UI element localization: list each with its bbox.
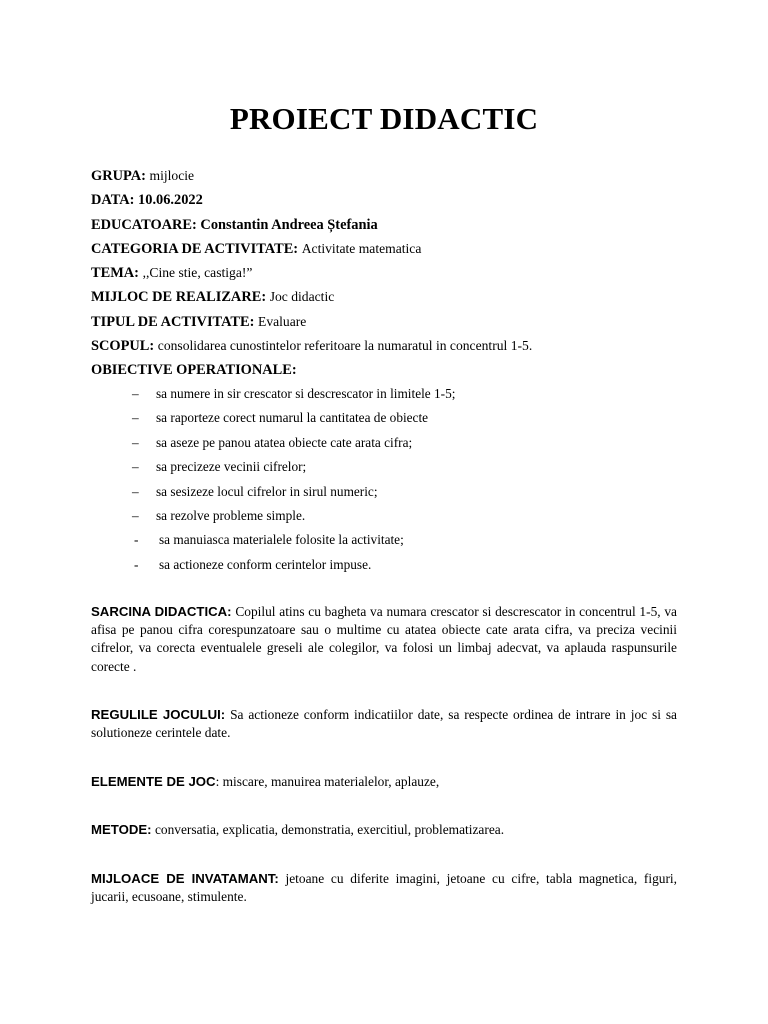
info-label: TEMA: xyxy=(91,265,139,282)
info-value: Activitate matematica xyxy=(301,240,422,256)
info-label: GRUPA: xyxy=(91,168,146,184)
info-value: Evaluare xyxy=(258,313,307,329)
info-row-data xyxy=(91,188,681,212)
info-value: Joc didactic xyxy=(269,289,335,305)
sarcina-label: SARCINA DIDACTICA: xyxy=(91,604,232,619)
dash-bullet: – xyxy=(132,507,139,523)
dash-bullet: – xyxy=(132,434,139,450)
info-row-tema xyxy=(91,261,681,285)
section-heading: OBIECTIVE OPERATIONALE: xyxy=(91,362,297,379)
list-item xyxy=(91,504,691,528)
objective-text: sa sesizeze locul cifrelor in sirul numeric; xyxy=(156,483,378,499)
metode-text: conversatia, explicatia, demonstratia, exercitiul, problematizarea. xyxy=(154,822,505,837)
info-value: Constantin Andreea Ștefania xyxy=(200,216,378,233)
mijloace-label: MIJLOACE DE INVATAMANT: xyxy=(91,871,279,886)
list-item xyxy=(91,406,691,430)
info-value: consolidarea cunostintelor referitoare la numaratul in concentrul 1-5. xyxy=(157,338,533,354)
list-item xyxy=(91,553,691,577)
info-label: EDUCATOARE: xyxy=(91,216,197,233)
objective-text: sa raporteze corect numarul la cantitatea de obiecte xyxy=(156,410,429,426)
list-item xyxy=(91,455,691,479)
info-value: mijlocie xyxy=(149,168,195,183)
metode-label: METODE: xyxy=(91,822,152,837)
elemente-label: ELEMENTE DE JOC xyxy=(91,774,216,789)
dash-bullet: – xyxy=(132,459,139,475)
info-block xyxy=(91,164,681,383)
dash-bullet: – xyxy=(132,386,139,401)
objective-text: sa numere in sir crescator si descrescator in limitele 1-5; xyxy=(156,386,456,401)
info-label: DATA: xyxy=(91,192,135,209)
objective-text: sa aseze pe panou atatea obiecte cate arata cifra; xyxy=(156,434,413,450)
info-label: SCOPUL: xyxy=(91,338,155,355)
sarcina-paragraph xyxy=(91,603,677,676)
info-label: CATEGORIA DE ACTIVITATE: xyxy=(91,240,299,257)
reguli-label: REGULILE JOCULUI: xyxy=(91,707,226,722)
elemente-paragraph xyxy=(91,773,677,791)
info-value: ,,Cine stie, castiga!” xyxy=(142,265,253,281)
list-item xyxy=(91,480,691,504)
objectives-list xyxy=(91,382,691,577)
document-title: PROIECT DIDACTIC xyxy=(229,101,539,136)
hyphen-bullet: - xyxy=(134,532,139,548)
reguli-text: Sa actioneze conform indicatiilor date, sa respecte ordinea de intrare in joc si sa solutioneze cerintele date. xyxy=(91,707,677,741)
info-row-tipul xyxy=(91,310,681,334)
mijloace-text: jetoane cu diferite imagini, jetoane cu cifre, tabla magnetica, figuri, jucarii, ecusoane, stimulente. xyxy=(91,871,677,905)
objective-text: sa rezolve probleme simple. xyxy=(156,507,306,523)
objective-text: sa manuiasca materialele folosite la activitate; xyxy=(159,532,404,548)
info-row-obiective xyxy=(91,358,681,382)
elemente-text: : miscare, manuirea materialelor, aplauze, xyxy=(215,774,440,789)
list-item xyxy=(91,431,691,455)
objective-text: sa actioneze conform cerintelor impuse. xyxy=(159,556,372,572)
info-row-categoria xyxy=(91,237,681,261)
info-row-scopul xyxy=(91,334,681,358)
list-item xyxy=(91,382,691,406)
dash-bullet: – xyxy=(132,410,139,426)
info-row-mijloc xyxy=(91,285,681,309)
sarcina-text: Copilul atins cu bagheta va numara crescator si descrescator in concentrul 1-5, va afisa pe panou cifra corespunzatoare sau o multime cu atatea obiecte cate arata cifra, va preciza vecinii cifrelor, va corecta eventualele greseli ale colegilor, va folosi un limbaj adecvat, va aplauda raspunsurile corecte . xyxy=(91,604,677,674)
info-value: 10.06.2022 xyxy=(138,192,203,209)
info-row-educatoare xyxy=(91,213,681,237)
list-item xyxy=(91,528,691,552)
hyphen-bullet: - xyxy=(134,556,139,572)
info-row-grupa xyxy=(91,164,681,188)
dash-bullet: – xyxy=(132,483,139,499)
mijloace-paragraph xyxy=(91,870,677,906)
reguli-paragraph xyxy=(91,706,677,742)
objective-text: sa precizeze vecinii cifrelor; xyxy=(156,459,307,475)
metode-paragraph xyxy=(91,821,677,839)
info-label: TIPUL DE ACTIVITATE: xyxy=(91,313,255,330)
info-label: MIJLOC DE REALIZARE: xyxy=(91,289,267,306)
